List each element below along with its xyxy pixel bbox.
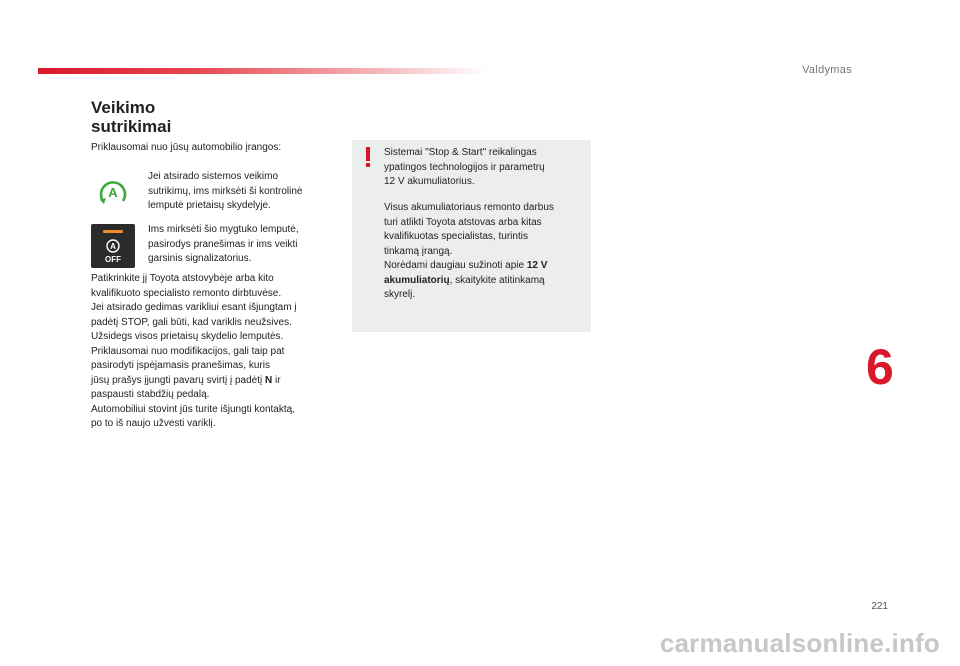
warning-paragraph-2: Visus akumuliatoriaus remonto darbus turi atlikti Toyota atstovas arba kitas kvalifikuotas specialistas, turintis tinkamą įrangą. Norėdami daugiau sužinoti apie 12 V akumuliatorių, skaitykite atitinkamą skyrelį. [384, 202, 554, 300]
warning-paragraph-1: Sistemai "Stop & Start" reikalingas ypatingos technologijos ir parametrų 12 V akumuliatorius. [384, 147, 545, 187]
stop-start-warning-icon [91, 170, 135, 214]
header-accent-bar [38, 68, 488, 74]
title-line-1: Veikimo [91, 98, 156, 117]
title-line-2: sutrikimai [91, 117, 172, 136]
item-off-button-text: Ims mirksėti šio mygtuko lemputė, pasirodys pranešimas ir ims veikti garsinis signalizatorius. [148, 224, 299, 264]
svg-text:A: A [108, 185, 118, 200]
svg-text:OFF: OFF [105, 255, 121, 264]
svg-text:A: A [110, 242, 116, 251]
watermark: carmanualsonline.info [659, 628, 940, 658]
item-warning-lamp-text: Jei atsirado sistemos veikimo sutrikimų, ims mirksėti ši kontrolinė lemputė prietaisų skydelyje. [148, 171, 303, 211]
page-number: 221 [871, 601, 888, 612]
section-label: Valdymas [802, 64, 852, 76]
exclamation-warning-icon [362, 146, 374, 168]
body-text: Patikrinkite jį Toyota atstovybėje arba kito kvalifikuoto specialisto remonto dirbtuvėse. Jei atsirado gedimas varikliui esant išjungtam į padėtį STOP, gali būti, kad variklis neužsives. Užsidegs visos prietaisų skydelio lemputės. Priklausomai nuo modifikacijos, gali taip pat pasirodyti įspėjamasis pranešimas, kuris jūsų prašys įjungti pavarų svirtį į padėtį N ir paspausti stabdžių pedalą. Automobiliui stovint jūs turite išjungti kontaktą, po to iš naujo užvesti variklį. [91, 273, 297, 429]
chapter-number: 6 [866, 339, 894, 395]
page-title [91, 98, 171, 136]
intro-text: Priklausomai nuo jūsų automobilio įrangos: [91, 142, 282, 153]
stop-start-off-button-icon [91, 224, 135, 268]
warning-box [352, 140, 591, 332]
